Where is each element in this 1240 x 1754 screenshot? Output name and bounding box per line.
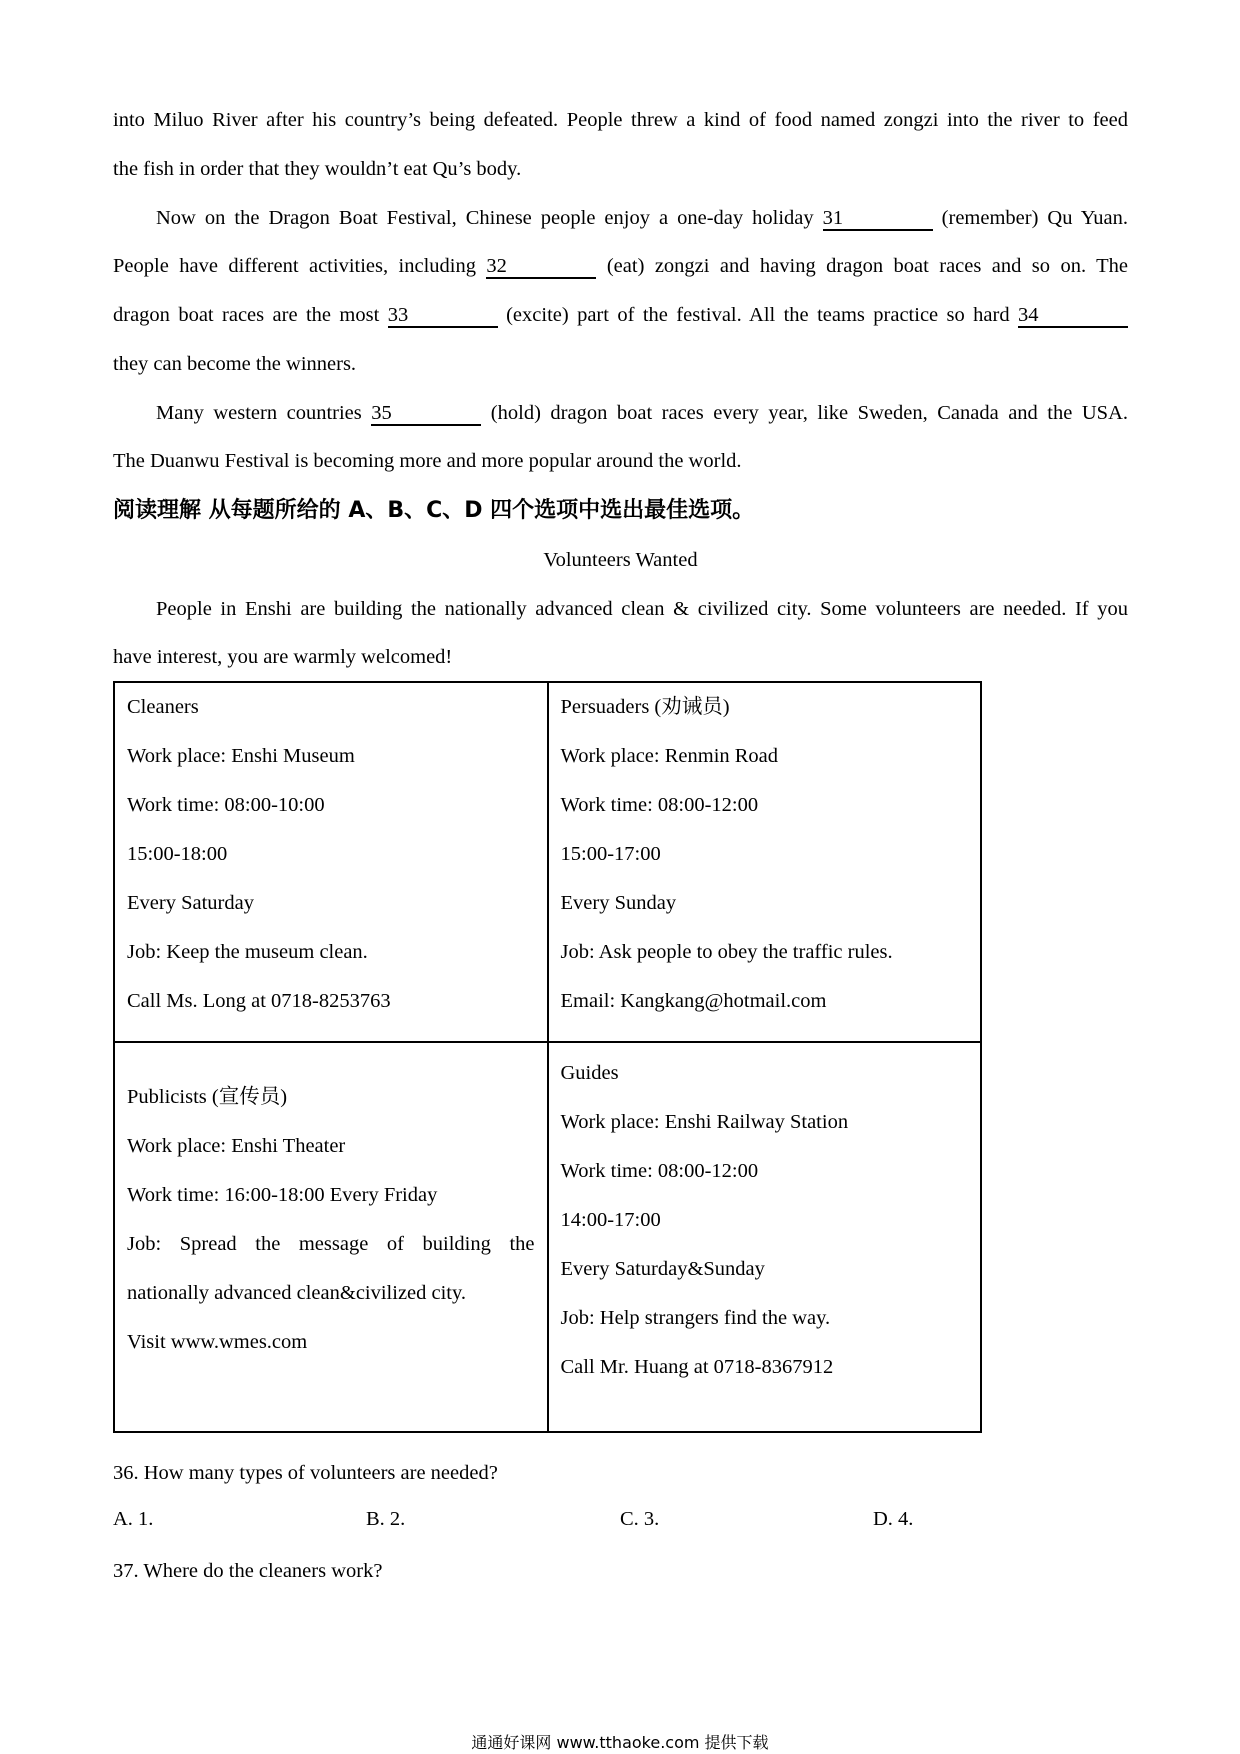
ad-title: Volunteers Wanted (543, 549, 698, 571)
passage-line: Many western countries 35 (hold) dragon boat races every year, like Sweden, Canada and the USA. (156, 402, 1128, 424)
option-c: C. 3. (620, 1508, 660, 1530)
section-heading: 阅读理解 从每题所给的 A、B、C、D 四个选项中选出最佳选项。 (113, 498, 755, 523)
question-36-options (113, 1508, 1128, 1538)
question-36: 36. How many types of volunteers are needed? (113, 1462, 498, 1484)
question-37: 37. Where do the cleaners work? (113, 1560, 383, 1582)
cleaners-cell: Cleaners Work place: Enshi Museum Work time: 08:00-10:00 15:00-18:00 Every Saturday Job: Keep the museum clean. Call Ms. Long at 0718-8253763 (114, 682, 548, 1042)
guides-cell: Guides Work place: Enshi Railway Station Work time: 08:00-12:00 14:00-17:00 Every Saturday&Sunday Job: Help strangers find the way. Call Mr. Huang at 0718-8367912 (548, 1042, 982, 1432)
volunteer-table (113, 681, 982, 1433)
passage-line: they can become the winners. (113, 353, 357, 375)
option-d: D. 4. (873, 1508, 914, 1530)
passage-line: People have different activities, including 32 (eat) zongzi and having dragon boat races and so on. The (113, 255, 1129, 277)
answer-blank-35: 35 (371, 402, 481, 426)
passage-line: The Duanwu Festival is becoming more and more popular around the world. (113, 450, 742, 472)
answer-blank-33: 33 (388, 304, 498, 328)
ad-intro: have interest, you are warmly welcomed! (113, 646, 453, 668)
option-b: B. 2. (366, 1508, 406, 1530)
answer-blank-32: 32 (486, 255, 596, 279)
option-a: A. 1. (113, 1508, 154, 1530)
publicists-cell: Publicists (宣传员) Work place: Enshi Theater Work time: 16:00-18:00 Every Friday Job: Spread the message of building the nationally advanced clean&civilized city. Visit www.wmes.com (114, 1042, 548, 1432)
passage-line: the fish in order that they wouldn’t eat Qu’s body. (113, 158, 522, 180)
passage-line: dragon boat races are the most 33 (excite) part of the festival. All the teams practice so hard 34 (113, 301, 1128, 329)
ad-intro: People in Enshi are building the nationally advanced clean & civilized city. Some volunteers are needed. If you (156, 598, 1128, 620)
passage-line: into Miluo River after his country’s being defeated. People threw a kind of food named zongzi into the river to feed (113, 109, 1128, 131)
answer-blank-31: 31 (823, 207, 933, 231)
persuaders-cell: Persuaders (劝诫员) Work place: Renmin Road Work time: 08:00-12:00 15:00-17:00 Every Sunday Job: Ask people to obey the traffic rules. Email: Kangkang@hotmail.com (548, 682, 982, 1042)
passage-line: Now on the Dragon Boat Festival, Chinese people enjoy a one-day holiday 31 (remember) Qu Yuan. (156, 207, 1128, 229)
page-footer: 通通好课网 www.tthaoke.com 提供下载 (471, 1733, 769, 1752)
answer-blank-34: 34 (1018, 304, 1128, 328)
